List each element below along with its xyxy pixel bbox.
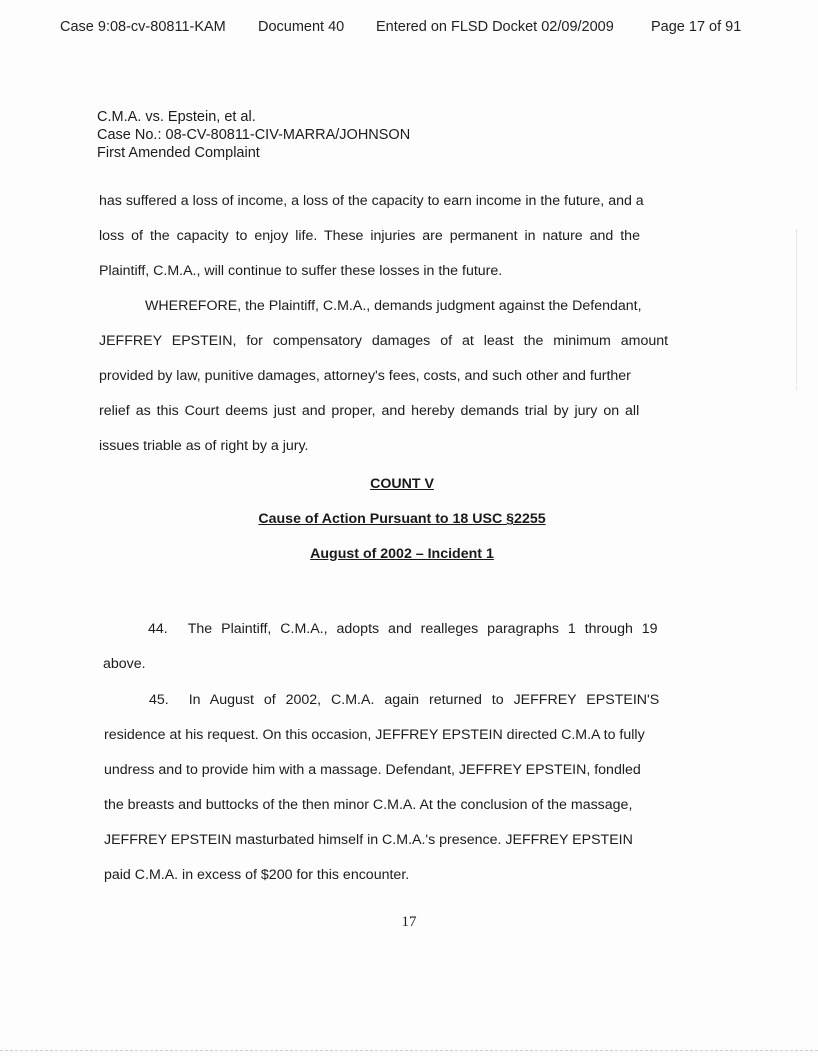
count-incident-heading: August of 2002 – Incident 1 [310,546,494,562]
paragraph-45 [104,683,710,893]
text-line: JEFFREY EPSTEIN masturbated himself in C.M.A.'s presence. JEFFREY EPSTEIN [104,832,633,848]
scan-margin-marks [796,230,799,390]
wherefore-paragraph [99,289,705,464]
text-line [99,219,705,254]
count-heading: COUNT V [370,476,434,492]
text-line: paid C.M.A. in excess of $200 for this encounter. [104,867,410,883]
line-text: has suffered a loss of income, a loss of the capacity to earn income in the future, and a [99,193,644,209]
text-line: provided by law, punitive damages, attorney's fees, costs, and such other and further [99,368,631,384]
caption-case-number: Case No.: 08-CV-80811-CIV-MARRA/JOHNSON [97,127,411,143]
text-line: WHEREFORE, the Plaintiff, C.M.A., demands judgment against the Defendant, [145,298,642,314]
text-line: undress and to provide him with a massage. Defendant, JEFFREY EPSTEIN, fondled [104,762,641,778]
caption-document-title: First Amended Complaint [97,145,260,161]
text-line: issues triable as of right by a jury. [99,438,309,454]
text-line [103,612,709,647]
page-bottom-edge [0,1050,818,1051]
page-number: 17 [401,914,417,930]
text-line: JEFFREY EPSTEIN, for compensatory damages of at least the minimum amount [99,333,669,349]
docket-entered-date: Entered on FLSD Docket 02/09/2009 [376,19,614,35]
text-line: the breasts and buttocks of the then minor C.M.A. At the conclusion of the massage, [104,797,633,813]
paragraph-number: 44. [148,621,168,637]
count-cause-heading: Cause of Action Pursuant to 18 USC §2255 [258,511,546,527]
text-line [104,683,710,718]
text-line: relief as this Court deems just and proper, and hereby demands trial by jury on all [99,403,640,419]
paragraph-44 [103,612,709,682]
docket-document-number: Document 40 [258,19,345,35]
case-caption [97,108,410,162]
paragraph-number: 45. [149,692,169,708]
docket-case-number: Case 9:08-cv-80811-KAM [60,19,226,35]
line-text: In August of 2002, C.M.A. again returned to JEFFREY EPSTEIN'S [188,692,660,708]
text-line: residence at his request. On this occasion, JEFFREY EPSTEIN directed C.M.A to fully [104,727,645,743]
caption-parties: C.M.A. vs. Epstein, et al. [97,109,256,125]
line-text: loss of the capacity to enjoy life. These injuries are permanent in nature and the [99,228,640,244]
docket-page-count: Page 17 of 91 [651,19,742,35]
line-text: The Plaintiff, C.M.A., adopts and realleges paragraphs 1 through 19 [187,621,658,637]
text-line: Plaintiff, C.M.A., will continue to suffer these losses in the future. [99,263,503,279]
continuation-paragraph [99,184,705,289]
docket-header [60,19,760,35]
text-line [99,184,705,219]
text-line: above. [103,656,146,672]
